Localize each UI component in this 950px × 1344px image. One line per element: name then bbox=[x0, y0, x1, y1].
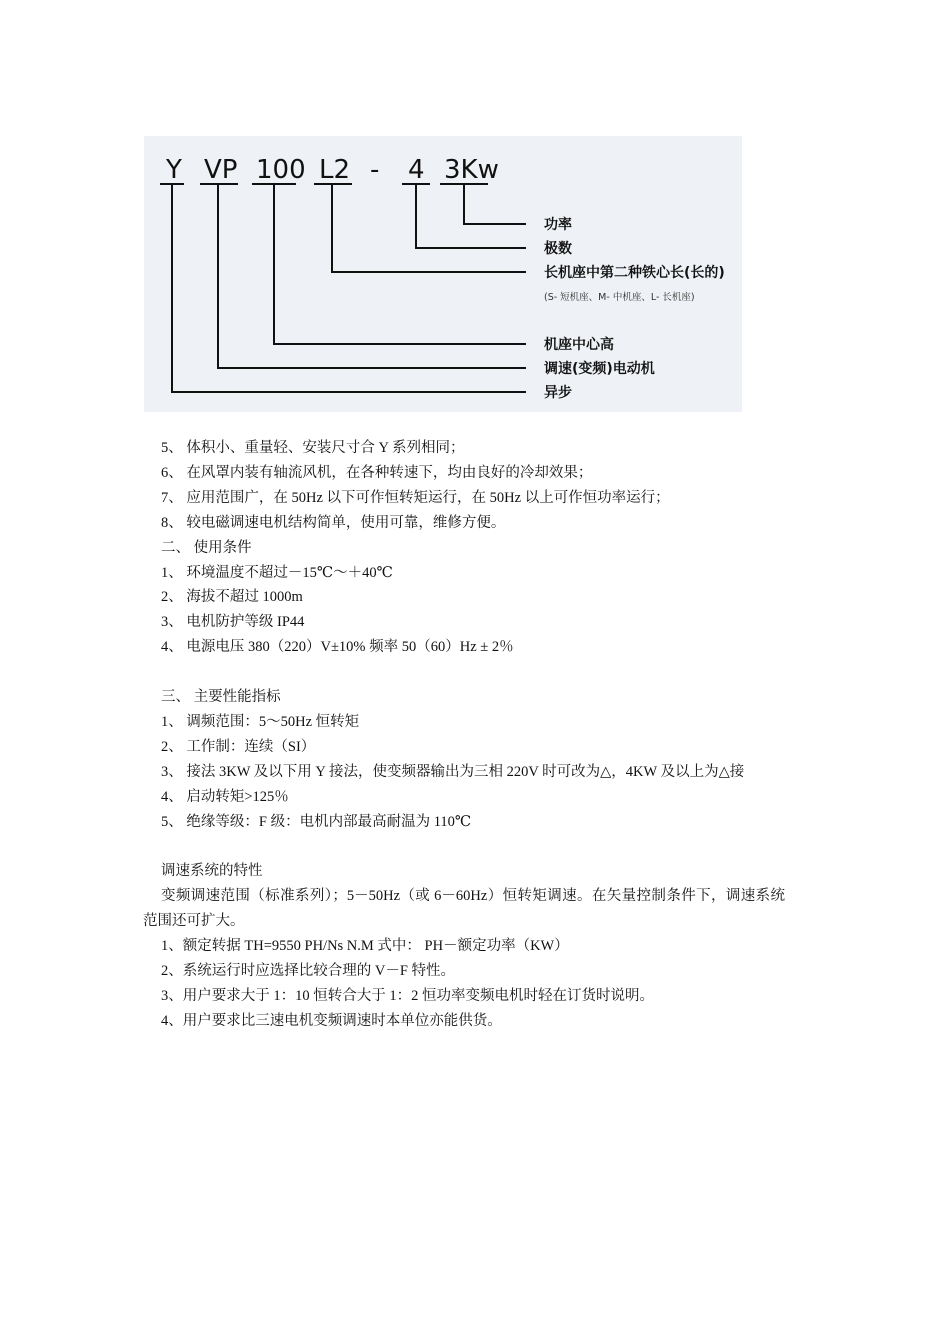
leader-power bbox=[464, 184, 526, 224]
feature-item: 6、 在风罩内装有轴流风机，在各种转速下，均由良好的冷却效果； bbox=[161, 464, 593, 481]
condition-item: 1、 环境温度不超过－15℃～＋40℃ bbox=[161, 564, 393, 581]
feature-item: 5、 体积小、重量轻、安装尺寸合 Y 系列相同； bbox=[161, 440, 465, 456]
blank-line bbox=[143, 660, 785, 685]
performance-item: 3、 接法 3KW 及以下用 Y 接法，使变频器输出为三相 220V 时可改为△，4KW 及以上为△接 bbox=[161, 763, 745, 780]
label-poles: 极数 bbox=[544, 241, 572, 257]
section-heading-performance: 三、 主要性能指标 bbox=[161, 689, 281, 706]
performance-item: 1、 调频范围：5～50Hz 恒转矩 bbox=[161, 713, 360, 730]
section-heading-conditions: 二、 使用条件 bbox=[161, 539, 252, 556]
label-power: 功率 bbox=[544, 217, 572, 233]
system-intro: 变频调速范围（标准系列）；5－50Hz（或 6－60Hz）恒转矩调速。在矢量控制条件下，调速系统范围还可扩大。 bbox=[143, 888, 785, 930]
code-3kw: 3Kw bbox=[444, 155, 499, 185]
code-4: 4 bbox=[408, 155, 425, 185]
system-item: 2、系统运行时应选择比较合理的 V－F 特性。 bbox=[161, 963, 456, 979]
code-dash: - bbox=[370, 155, 380, 185]
condition-item: 2、 海拔不超过 1000m bbox=[161, 589, 303, 606]
code-vp: VP bbox=[204, 155, 238, 185]
code-l2: L2 bbox=[319, 155, 351, 185]
leader-frame-length bbox=[332, 184, 526, 272]
label-frame-note: (S- 短机座、M- 中机座、L- 长机座) bbox=[544, 292, 695, 303]
condition-item: 3、 电机防护等级 IP44 bbox=[161, 614, 305, 631]
code-100: 100 bbox=[256, 155, 306, 185]
label-async: 异步 bbox=[544, 385, 572, 401]
performance-item: 4、 启动转矩>125％ bbox=[161, 788, 289, 805]
label-frame-length: 长机座中第二种铁心长(长的) bbox=[544, 265, 725, 281]
label-center-height: 机座中心高 bbox=[544, 337, 614, 353]
performance-item: 2、 工作制：连续（SI） bbox=[161, 738, 316, 755]
system-item: 4、用户要求比三速电机变频调速时本单位亦能供货。 bbox=[161, 1012, 502, 1029]
system-item: 1、额定转据 TH=9550 PH/Ns N.M 式中： PH－额定功率（KW） bbox=[161, 938, 569, 955]
motor-model-code-diagram bbox=[144, 136, 742, 412]
system-item: 3、用户要求大于 1：10 恒转合大于 1：2 恒功率变频电机时轻在订货时说明。 bbox=[161, 987, 654, 1004]
feature-item: 7、 应用范围广，在 50Hz 以下可作恒转矩运行，在 50Hz 以上可作恒功率运行； bbox=[161, 489, 670, 506]
model-code-svg bbox=[144, 136, 742, 412]
leader-poles bbox=[416, 184, 526, 248]
document-body bbox=[143, 436, 785, 1034]
leader-center-height bbox=[274, 184, 526, 344]
leader-variable-speed bbox=[218, 184, 526, 368]
leader-async bbox=[172, 184, 526, 392]
section-heading-system: 调速系统的特性 bbox=[161, 863, 263, 880]
condition-item: 4、 电源电压 380（220）V±10% 频率 50（60）Hz ± 2％ bbox=[161, 639, 514, 656]
feature-item: 8、 较电磁调速电机结构简单，使用可靠，维修方便。 bbox=[161, 514, 506, 531]
code-y: Y bbox=[166, 155, 182, 185]
blank-line bbox=[143, 834, 785, 859]
performance-item: 5、 绝缘等级：F 级：电机内部最高耐温为 110℃ bbox=[161, 813, 472, 830]
label-variable-speed: 调速(变频)电动机 bbox=[544, 361, 655, 377]
